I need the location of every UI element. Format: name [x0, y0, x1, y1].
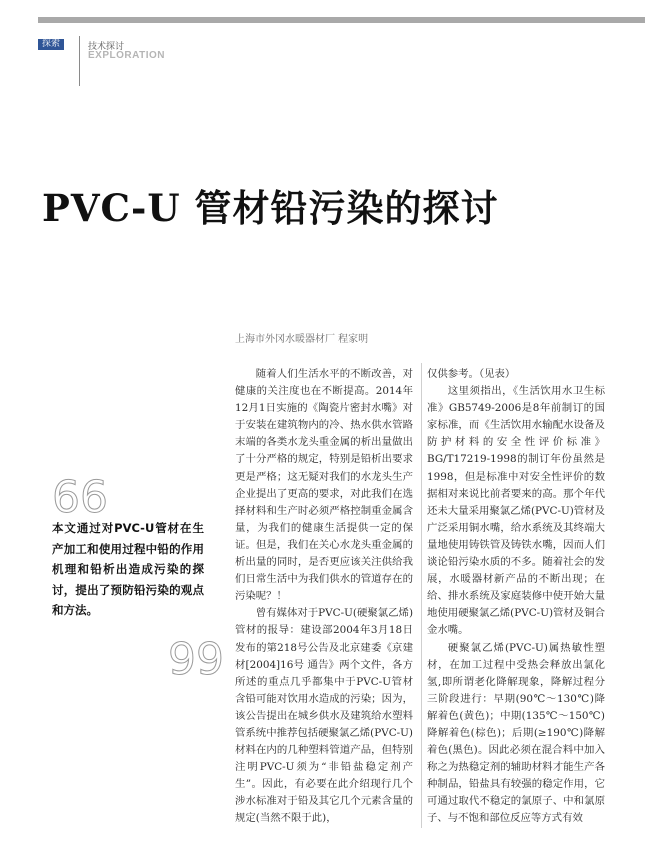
close-quote-icon: 99	[168, 634, 224, 685]
paragraph: 硬聚氯乙烯(PVC-U)属热敏性塑材，在加工过程中受热会释放出氯化氢,即所谓老化降解现象，降解过程分三阶段进行：早期(90℃～130℃)降解着色(黄色)；中期(135℃～150℃)降解着色(棕色)；后期(≥190℃)降解着色(黑色)。因此必须在混合料中加入称之为热稳定剂的辅助材料才能生产各种制品，铅盐具有较强的稳定作用，它可通过取代不稳定的氯原子、中和氯原子、与不饱和部位反应等方式有效	[427, 641, 605, 825]
section-tag: 探索	[38, 39, 64, 50]
body-column-right	[427, 366, 605, 828]
top-rule	[38, 17, 645, 23]
header-divider	[79, 36, 80, 86]
paragraph: 仅供参考。（见表）	[427, 368, 516, 380]
author-byline: 上海市外冈水暖器材厂 程家明	[235, 334, 369, 345]
open-quote-icon: 66	[52, 472, 108, 523]
section-name-en: EXPLORATION	[88, 50, 165, 61]
paragraph: 这里须指出，《生活饮用水卫生标准》GB5749-2006是8年前制订的国家标准，而《生活饮用水输配水设备及防护材料的安全性评价标准》BG/T17219-1998的制订年份虽然是1998，但是标准中对安全性评价的数据相对来说比前者要来的高。那个年代还未大量采用聚氯乙烯(PVC-U)管材及广泛采用铜水嘴，给水系统及其终端大量地使用铸铁管及铸铁水嘴，因而人们谈论铅污染水质的不多。随着社会的发展，水暖器材新产品的不断出现；在给、排水系统及家庭装修中使开始大量地使用硬聚氯乙烯(PVC-U)管材及铜合金水嘴。	[427, 385, 605, 637]
section-name-cn: 技术探讨	[88, 42, 125, 52]
article-title: PVC-U 管材铅污染的探讨	[42, 186, 499, 230]
column-divider	[421, 363, 422, 828]
paragraph: 曾有媒体对于PVC-U(硬聚氯乙烯)管材的报导：建设部2004年3月18日发布的第218号公告及北京建委《京建材[2004]16号 通告》两个文件，各方所述的重点几乎都集中于PVC-U管材含铅可能对饮用水造成的污染；因为，该公告提出在城乡供水及建筑给水塑料管系统中推荐包括硬聚氯乙烯(PVC-U)材料在内的几种塑料管道产品，但特别注明PVC-U须为“非铅盐稳定剂产生”。因此，有必要在此介绍现行几个涉水标准对于铅及其它几个元素含量的规定(当然不限于此)，	[235, 607, 413, 825]
abstract: 本文通过对PVC-U管材在生产加工和使用过程中铅的作用机理和铅析出造成污染的探讨，提出了预防铅污染的观点和方法。	[52, 521, 204, 617]
body-column-left	[235, 366, 413, 828]
paragraph: 随着人们生活水平的不断改善，对健康的关注度也在不断提高。2014年12月1日实施的《陶瓷片密封水嘴》对于安装在建筑物内的冷、热水供水管路末端的各类水龙头重金属的析出量做出了十分严格的规定，特别是铅析出要求更是严格；这无疑对我们的水龙头生产企业提出了更高的要求，对此我们在选择材料和生产时必须严格控制重金属含量，为我们的健康生活提供一定的保证。但是，我们在关心水龙头重金属的析出量的同时，是否更应该关注供给我们日常生活中为我们供水的管道存在的污染呢？！	[235, 368, 413, 603]
